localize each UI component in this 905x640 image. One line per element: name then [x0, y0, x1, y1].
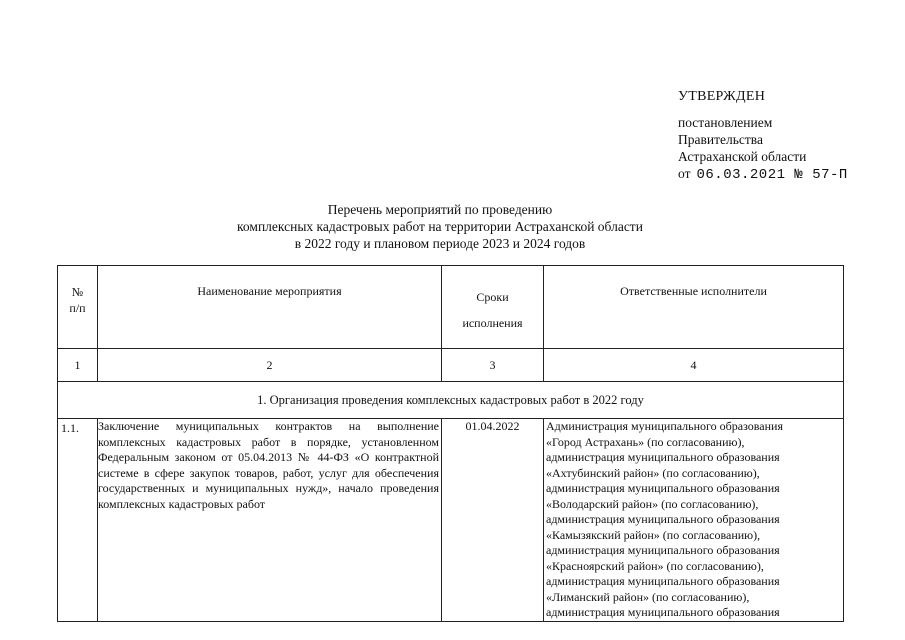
header-executors: Ответственные исполнители	[544, 266, 844, 349]
row-name: Заключение муниципальных контрактов на выполнение комплексных кадастровых работ в порядке, установленном Федеральным законом от 05.04.2013 № 44-ФЗ «О контрактной системе в сфере закупок товаров, работ, услуг для обеспечения государственных и муниципальных нужд», начало проведения комплексных кадастровых работ	[98, 419, 442, 622]
approval-line: Астраханской области	[678, 149, 807, 164]
document-title	[150, 201, 730, 252]
executor-line: «Камызякский район» (по согласованию),	[546, 527, 761, 542]
column-number: 4	[544, 349, 844, 382]
header-num-label-2: п/п	[69, 301, 86, 315]
header-deadline-label-2: исполнения	[462, 316, 523, 330]
row-number: 1.1.	[58, 419, 98, 622]
approval-heading: УТВЕРЖДЕН	[678, 89, 766, 104]
executor-line: администрация муниципального образования	[546, 574, 780, 588]
section-row	[58, 382, 844, 419]
measures-table	[57, 265, 844, 622]
approval-date-number: 06.03.2021 № 57-П	[696, 167, 848, 183]
executor-line: администрация муниципального образования	[546, 450, 780, 464]
approval-stamp	[678, 88, 848, 184]
executor-line: администрация муниципального образования	[546, 512, 780, 526]
row-deadline: 01.04.2022	[442, 419, 544, 622]
approval-line: Правительства	[678, 132, 763, 147]
row-executors	[544, 419, 844, 622]
executor-line: «Город Астрахань» (по согласованию),	[546, 434, 745, 449]
executor-line: «Ахтубинский район» (по согласованию),	[546, 465, 760, 480]
header-deadline-label: Сроки	[476, 290, 509, 304]
executor-line: администрация муниципального образования	[546, 605, 780, 619]
column-number-row	[58, 349, 844, 382]
header-num	[58, 266, 98, 349]
title-line: Перечень мероприятий по проведению	[327, 202, 553, 217]
header-name: Наименование мероприятия	[98, 266, 442, 349]
approval-date	[678, 165, 848, 184]
table-row	[58, 419, 844, 622]
title-line: комплексных кадастровых работ на территории Астраханской области	[237, 219, 643, 234]
column-number: 2	[98, 349, 442, 382]
executor-line: «Володарский район» (по согласованию),	[546, 496, 759, 511]
column-number: 3	[442, 349, 544, 382]
executor-line: Администрация муниципального образования	[546, 419, 783, 433]
approval-line: постановлением	[678, 115, 773, 130]
executor-line: администрация муниципального образования	[546, 543, 780, 557]
header-num-label: №	[71, 285, 84, 299]
approval-date-prefix: от	[678, 166, 691, 181]
table-header-row	[58, 266, 844, 349]
header-deadline	[442, 266, 544, 349]
title-line: в 2022 году и плановом периоде 2023 и 2024 годов	[294, 236, 586, 251]
column-number: 1	[58, 349, 98, 382]
executor-line: «Лиманский район» (по согласованию),	[546, 589, 750, 604]
executor-line: «Красноярский район» (по согласованию),	[546, 558, 764, 573]
section-title: 1. Организация проведения комплексных кадастровых работ в 2022 году	[58, 382, 844, 419]
executor-line: администрация муниципального образования	[546, 481, 780, 495]
